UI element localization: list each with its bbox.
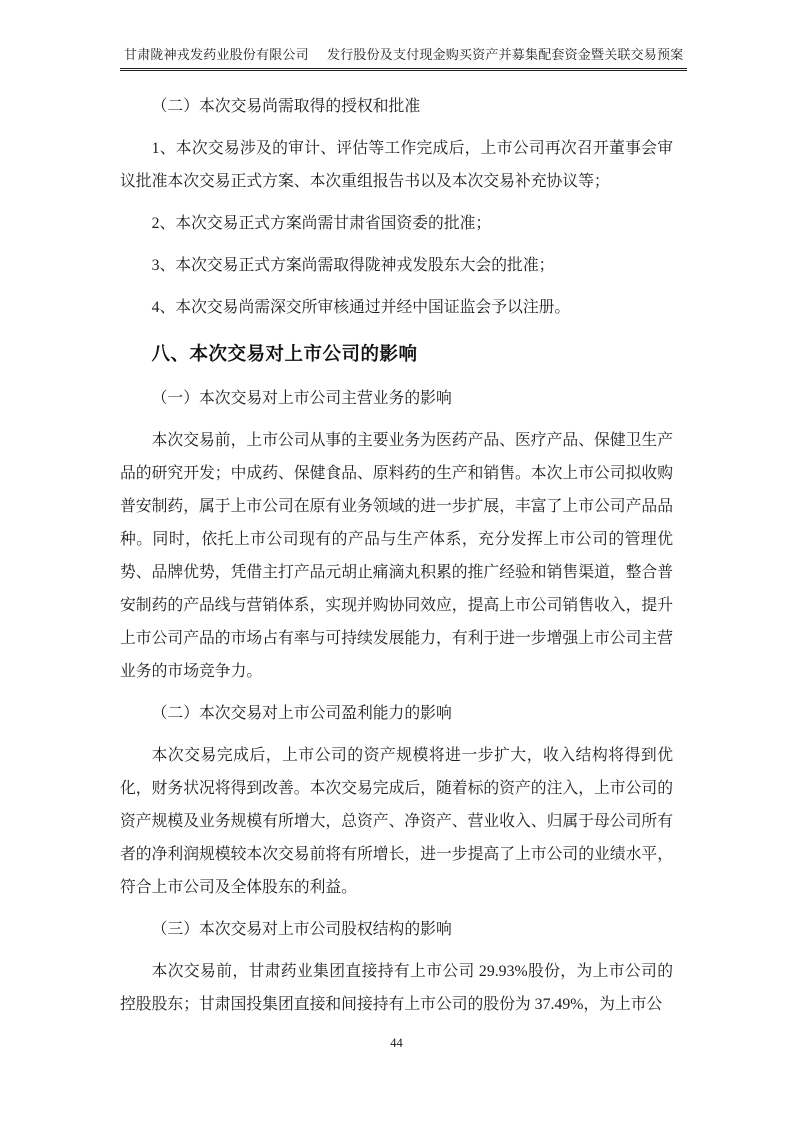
heading-impact-profitability: （二）本次交易对上市公司盈利能力的影响 [151,705,452,722]
document-body [120,71,673,1021]
para-impact-main-business: 本次交易前，上市公司从事的主要业务为医药产品、医疗产品、保健卫生产品的研究开发；中成药、保健食品、原料药的生产和销售。本次上市公司拟收购普安制药，属于上市公司在原有业务领域的进一步扩展，丰富了上市公司产品品种。同时，依托上市公司现有的产品与生产体系，充分发挥上市公司的管理优势、品牌优势，凭借主打产品元胡止痛滴丸积累的推广经验和销售渠道，整合普安制药的产品线与营销体系，实现并购协同效应，提高上市公司销售收入，提升上市公司产品的市场占有率与可持续发展能力，有利于进一步增强上市公司主营业务的市场竞争力。 [120,432,673,680]
para-impact-profitability: 本次交易完成后，上市公司的资产规模将进一步扩大，收入结构将得到优化，财务状况将得到改善。本次交易完成后，随着标的资产的注入，上市公司的资产规模及业务规模有所增大，总资产、净资产、营业收入、归属于母公司所有者的净利润规模较本次交易前将有所增长，进一步提高了上市公司的业绩水平，符合上市公司及全体股东的利益。 [120,747,673,896]
page-number: 44 [390,1036,403,1050]
heading-impact-main-business: （一）本次交易对上市公司主营业务的影响 [151,390,452,407]
para-impact-equity-structure: 本次交易前，甘肃药业集团直接持有上市公司 29.93%股份，为上市公司的控股股东；甘肃国投集团直接和间接持有上市公司的股份为 37.49%，为上市公 [120,963,673,1013]
para-approval-item-4: 4、本次交易尚需深交所审核通过并经中国证监会予以注册。 [151,299,571,316]
para-approval-item-3: 3、本次交易正式方案尚需取得陇神戎发股东大会的批准； [151,257,555,274]
heading-chapter-eight-impact: 八、本次交易对上市公司的影响 [151,343,418,364]
page-footer [0,1036,793,1051]
header-company-name: 甘肃陇神戎发药业股份有限公司 [124,47,309,62]
page-header [120,0,684,71]
para-approval-item-1: 1、本次交易涉及的审计、评估等工作完成后，上市公司再次召开董事会审议批准本次交易正式方案、本次重组报告书以及本次交易补充协议等； [120,140,673,190]
header-rule-block [120,46,687,71]
para-approval-item-2: 2、本次交易正式方案尚需甘肃省国资委的批准； [151,215,492,232]
heading-impact-equity-structure: （三）本次交易对上市公司股权结构的影响 [151,921,452,938]
heading-authorizations-approvals: （二）本次交易尚需取得的授权和批准 [151,98,421,115]
header-doc-title: 发行股份及支付现金购买资产并募集配套资金暨关联交易预案 [327,47,684,62]
